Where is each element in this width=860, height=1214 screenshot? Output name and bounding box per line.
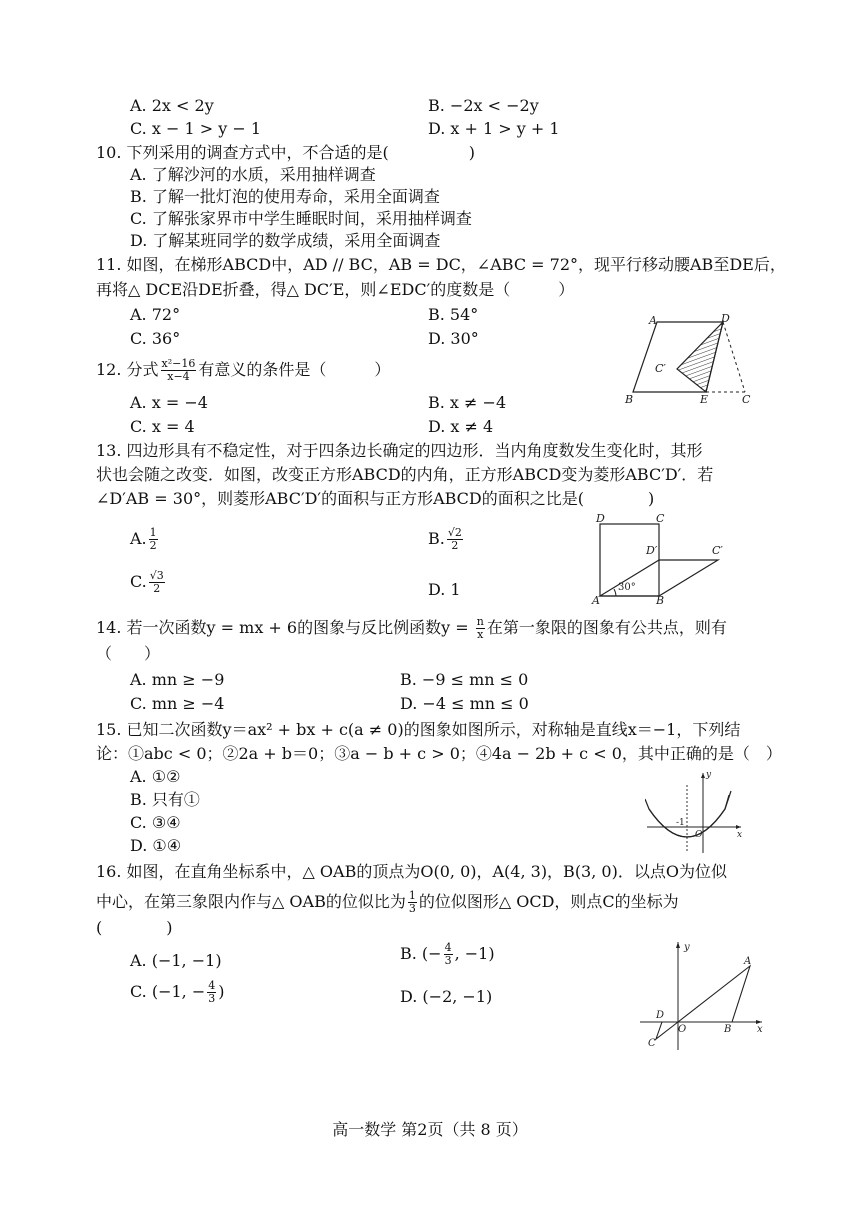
parabola-left-arm — [645, 799, 649, 809]
q12-option-d: D. x ≠ 4 — [428, 417, 494, 436]
x-axis-arrow — [736, 825, 741, 829]
q11-option-b: B. 54° — [428, 305, 479, 324]
q12-option-c: C. x = 4 — [130, 417, 195, 436]
q16-fraction — [408, 890, 417, 915]
q15-option-a: A. ①② — [130, 767, 181, 786]
q11-trapezoid-figure — [615, 312, 765, 407]
label-a: A — [592, 594, 600, 604]
q14-stem-suffix: 在第一象限的图象有公共点，则有 — [486, 618, 727, 637]
q16-option-b — [400, 942, 495, 967]
y-axis-arrow — [701, 773, 705, 778]
q13-option-c — [130, 570, 167, 595]
q11-stem-line1: 11. 如图，在梯形ABCD中，AD // BC，AB = DC，∠ABC = 72°，现平行移动腰AB至DE后， — [96, 255, 786, 274]
label-x: x — [737, 830, 743, 840]
q13-option-b-den: 2 — [451, 539, 459, 552]
label-b: B — [625, 393, 634, 406]
q10-option-a: A. 了解沙河的水质，采用抽样调查 — [130, 165, 376, 184]
label-angle-30: 30° — [618, 582, 636, 593]
q15-option-c: C. ③④ — [130, 813, 181, 832]
q16-option-c-den: 3 — [208, 992, 216, 1005]
q16-option-a: A. (−1, −1) — [130, 951, 222, 970]
q14-stem-line1 — [96, 616, 727, 641]
page-footer: 高一数学 第2页（共 8 页） — [332, 1120, 528, 1139]
triangle-ocd — [656, 1022, 678, 1039]
q13-option-b-num: √2 — [447, 526, 462, 539]
q13-rhombus-figure — [590, 510, 730, 604]
label-o: O — [695, 830, 703, 840]
label-b: B — [724, 1024, 732, 1035]
q11-option-c: C. 36° — [130, 329, 181, 348]
q14-option-b: B. −9 ≤ mn ≤ 0 — [400, 670, 529, 689]
q16-option-d: D. (−2, −1) — [400, 987, 493, 1006]
q11-option-a: A. 72° — [130, 305, 181, 324]
q12-option-b: B. x ≠ −4 — [428, 393, 507, 412]
q15-stem-line2: 论：①abc < 0；②2a + b＝0；③a − b + c > 0；④4a − 2b + c < 0，其中正确的是（ ） — [96, 744, 782, 763]
q9-option-b: B. −2x < −2y — [428, 96, 539, 115]
q16-stem-line3: ( ) — [96, 918, 173, 937]
q16-option-c — [130, 980, 225, 1005]
q11-option-d: D. 30° — [428, 329, 479, 348]
q9-option-c: C. x − 1 > y − 1 — [130, 119, 261, 138]
q16-option-c-fraction — [207, 980, 216, 1005]
q12-frac-den: x−4 — [167, 370, 190, 383]
q13-option-b-prefix: B. — [428, 529, 445, 548]
q12-fraction — [161, 358, 197, 383]
q13-option-c-prefix: C. — [130, 572, 147, 591]
q14-option-a: A. mn ≥ −9 — [130, 670, 225, 689]
label-e: E — [700, 393, 709, 406]
q16-stem2-prefix: 中心，在第三象限内作与△ OAB的位似比为 — [96, 892, 406, 911]
q13-option-a-fraction — [149, 527, 158, 552]
q16-option-b-den: 3 — [444, 954, 452, 967]
label-c: C — [656, 512, 665, 525]
q14-frac-den: x — [477, 628, 484, 641]
label-minus-one: -1 — [676, 818, 685, 828]
q12-stem-suffix: 有意义的条件是（ ） — [198, 360, 391, 379]
label-d: D — [721, 312, 730, 325]
q11-stem-line2: 再将△ DCE沿DE折叠，得△ DC′E，则∠EDC′的度数是（ ） — [96, 280, 575, 299]
q12-stem-prefix: 12. 分式 — [96, 360, 159, 379]
q13-option-c-fraction — [149, 570, 165, 595]
parabola-right-arm — [725, 791, 731, 809]
q16-stem-line2 — [96, 890, 679, 915]
dashed-side-dc — [723, 322, 745, 392]
q10-option-d: D. 了解某班同学的数学成绩，采用全面调查 — [130, 231, 441, 250]
label-b: B — [656, 594, 665, 604]
q12-option-a: A. x = −4 — [130, 393, 208, 412]
q14-stem-line2: （ ） — [96, 644, 161, 663]
q14-option-c: C. mn ≥ −4 — [130, 694, 225, 713]
q13-option-a-prefix: A. — [130, 529, 147, 548]
q16-frac-den: 3 — [408, 902, 416, 915]
label-c: C — [648, 1038, 656, 1049]
q16-option-b-prefix: B. (− — [400, 944, 442, 963]
q15-option-d: D. ①④ — [130, 836, 182, 855]
q14-fraction — [476, 616, 485, 641]
q13-option-a-num: 1 — [149, 526, 157, 539]
q15-option-b: B. 只有① — [130, 790, 200, 809]
q13-option-d: D. 1 — [428, 580, 461, 599]
q16-coordinate-figure — [638, 940, 768, 1052]
q16-option-b-suffix: , −1) — [454, 944, 495, 963]
q9-option-d: D. x + 1 > y + 1 — [428, 119, 560, 138]
q10-option-b: B. 了解一批灯泡的使用寿命，采用全面调查 — [130, 187, 440, 206]
label-o: O — [678, 1024, 687, 1035]
q13-option-a — [130, 527, 160, 552]
q13-option-c-num: √3 — [149, 569, 164, 582]
label-y: y — [684, 942, 690, 953]
label-c-prime: C′ — [655, 362, 666, 375]
label-d: D — [656, 1010, 665, 1021]
q16-option-c-num: 4 — [208, 979, 216, 992]
q10-option-c: C. 了解张家界市中学生睡眠时间，采用抽样调查 — [130, 209, 472, 228]
label-c-prime: C′ — [712, 544, 723, 557]
label-a: A — [744, 956, 752, 967]
q14-option-d: D. −4 ≤ mn ≤ 0 — [400, 694, 529, 713]
q12-frac-num: x²−16 — [161, 357, 196, 370]
q16-option-c-suffix: ) — [218, 982, 225, 1001]
angle-arc — [614, 589, 616, 596]
folded-triangle — [677, 322, 723, 392]
q10-stem: 10. 下列采用的调查方式中，不合适的是( ) — [96, 143, 476, 162]
label-c: C — [742, 393, 751, 406]
q16-frac-num: 1 — [408, 889, 416, 902]
label-y: y — [706, 770, 712, 780]
q13-stem-line3: ∠D′AB = 30°，则菱形ABC′D′的面积与正方形ABCD的面积之比是( ) — [96, 489, 655, 508]
label-x: x — [757, 1024, 763, 1035]
parabola-curve — [649, 795, 729, 837]
q16-option-b-num: 4 — [444, 941, 452, 954]
q13-option-a-den: 2 — [149, 539, 157, 552]
q16-stem2-suffix: 的位似图形△ OCD，则点C的坐标为 — [418, 892, 679, 911]
q15-stem-line1: 15. 已知二次函数y＝ax² + bx + c(a ≠ 0)的图象如图所示，对称轴是直线x＝−1，下列结 — [96, 720, 741, 739]
q13-option-b — [428, 527, 465, 552]
q12-stem — [96, 358, 390, 383]
q13-option-b-fraction — [447, 527, 463, 552]
triangle-oab — [678, 966, 750, 1022]
q15-parabola-figure — [645, 765, 745, 855]
q16-option-c-prefix: C. (−1, − — [130, 982, 206, 1001]
y-axis-arrow — [676, 942, 680, 948]
label-d: D — [596, 512, 605, 525]
q13-option-c-den: 2 — [153, 582, 161, 595]
q9-option-a: A. 2x < 2y — [130, 96, 214, 115]
q13-stem-line1: 13. 四边形具有不稳定性，对于四条边长确定的四边形．当内角度数发生变化时，其形 — [96, 441, 703, 460]
q14-frac-num: n — [476, 615, 484, 628]
q13-stem-line2: 状也会随之改变．如图，改变正方形ABCD的内角，正方形ABCD变为菱形ABC′D′．若 — [96, 465, 714, 484]
q16-stem-line1: 16. 如图，在直角坐标系中，△ OAB的顶点为O(0, 0)，A(4, 3)，B(3, 0)．以点O为位似 — [96, 862, 727, 881]
label-a: A — [649, 314, 657, 327]
q16-option-b-fraction — [444, 942, 453, 967]
q14-stem-prefix: 14. 若一次函数y = mx + 6的图象与反比例函数y = — [96, 618, 474, 637]
label-d-prime: D′ — [646, 544, 658, 557]
